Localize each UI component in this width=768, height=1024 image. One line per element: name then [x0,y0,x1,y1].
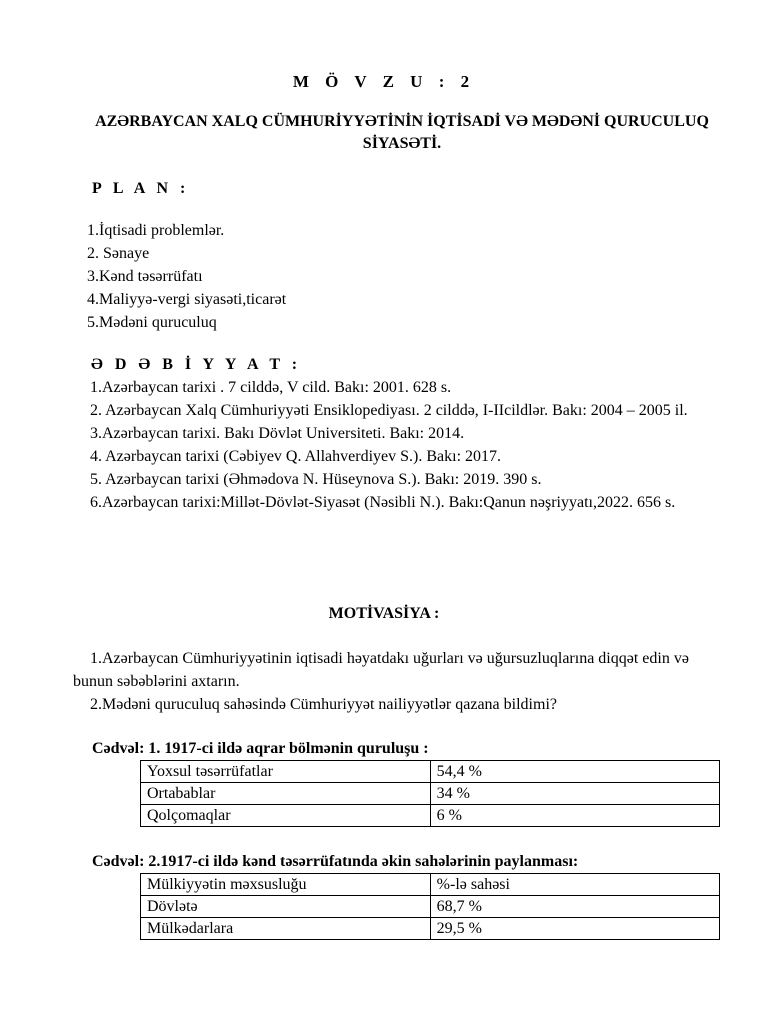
table-cell: Ortabablar [141,783,431,805]
table-cell: 54,4 % [430,761,719,783]
table-cell: 34 % [430,783,719,805]
page-title: AZƏRBAYCAN XALQ CÜMHURİYYƏTİNİN İQTİSADİ VƏ MƏDƏNİ QURUCULUQ SİYASƏTİ. [95,113,709,152]
table-row [141,918,720,940]
plan-item: 4.Maliyyə-vergi siyasəti,ticarət [87,291,287,308]
table-row [141,896,720,918]
literature-item: 1.Azərbaycan tarixi . 7 cilddə, V cild. Bakı: 2001. 628 s. [90,379,452,396]
literature-item: 2. Azərbaycan Xalq Cümhuriyyəti Ensiklopediyası. 2 cilddə, I-IIcildlər. Bakı: 2004 – 2005 il. [90,402,688,419]
table-cell: %-lə sahəsi [430,874,719,896]
motivation-item: 1.Azərbaycan Cümhuriyyətinin iqtisadi həyatdakı uğurları və uğursuzluqlarına diqqət edin və bunun səbəblərini axtarın. [73,650,689,690]
motivation-heading: MOTİVASİYA : [328,605,440,622]
literature-item: 4. Azərbaycan tarixi (Cəbiyev Q. Allahverdiyev S.). Bakı: 2017. [90,448,502,465]
table1-caption: Cədvəl: 1. 1917-ci ildə aqrar bölmənin quruluşu : [92,740,429,757]
topic-heading: M Ö V Z U : 2 [292,72,476,91]
literature-list [73,376,713,514]
table-row [141,783,720,805]
plan-item: 3.Kənd təsərrüfatı [87,268,203,285]
literature-heading: Ə D Ə B İ Y Y A T : [91,356,302,373]
plan-item: 1.İqtisadi problemlər. [87,222,225,239]
table-cell: Yoxsul təsərrüfatlar [141,761,431,783]
table-cell: Mülkədarlara [141,918,431,940]
plan-heading: P L A N : [92,180,190,197]
table-row [141,761,720,783]
literature-item: 5. Azərbaycan tarixi (Əhmədova N. Hüseynova S.). Bakı: 2019. 390 s. [90,471,542,488]
literature-item: 6.Azərbaycan tarixi:Millət-Dövlət-Siyasət (Nəsibli N.). Bakı:Qanun nəşriyyatı,2022. 656 s. [90,494,676,511]
table-cell: Dövlətə [141,896,431,918]
table-cell: 6 % [430,805,719,827]
table-row [141,805,720,827]
plan-item: 2. Sənaye [87,245,150,262]
table-cell: 68,7 % [430,896,719,918]
table-cell: 29,5 % [430,918,719,940]
table2-caption: Cədvəl: 2.1917-ci ildə kənd təsərrüfatında əkin sahələrinin paylanması: [92,853,579,870]
land-distribution-table [140,873,720,940]
table-cell: Mülkiyyətin məxsusluğu [141,874,431,896]
plan-item: 5.Mədəni quruculuq [87,314,217,331]
motivation-item: 2.Mədəni quruculuq sahəsində Cümhuriyyət nailiyyətlər qazana bildimi? [90,696,557,713]
literature-item: 3.Azərbaycan tarixi. Bakı Dövlət Universiteti. Bakı: 2014. [90,425,465,442]
table-cell: Qolçomaqlar [141,805,431,827]
plan-list [87,219,286,334]
agrarian-structure-table [140,760,720,827]
motivation-list [73,647,718,716]
table-row [141,874,720,896]
